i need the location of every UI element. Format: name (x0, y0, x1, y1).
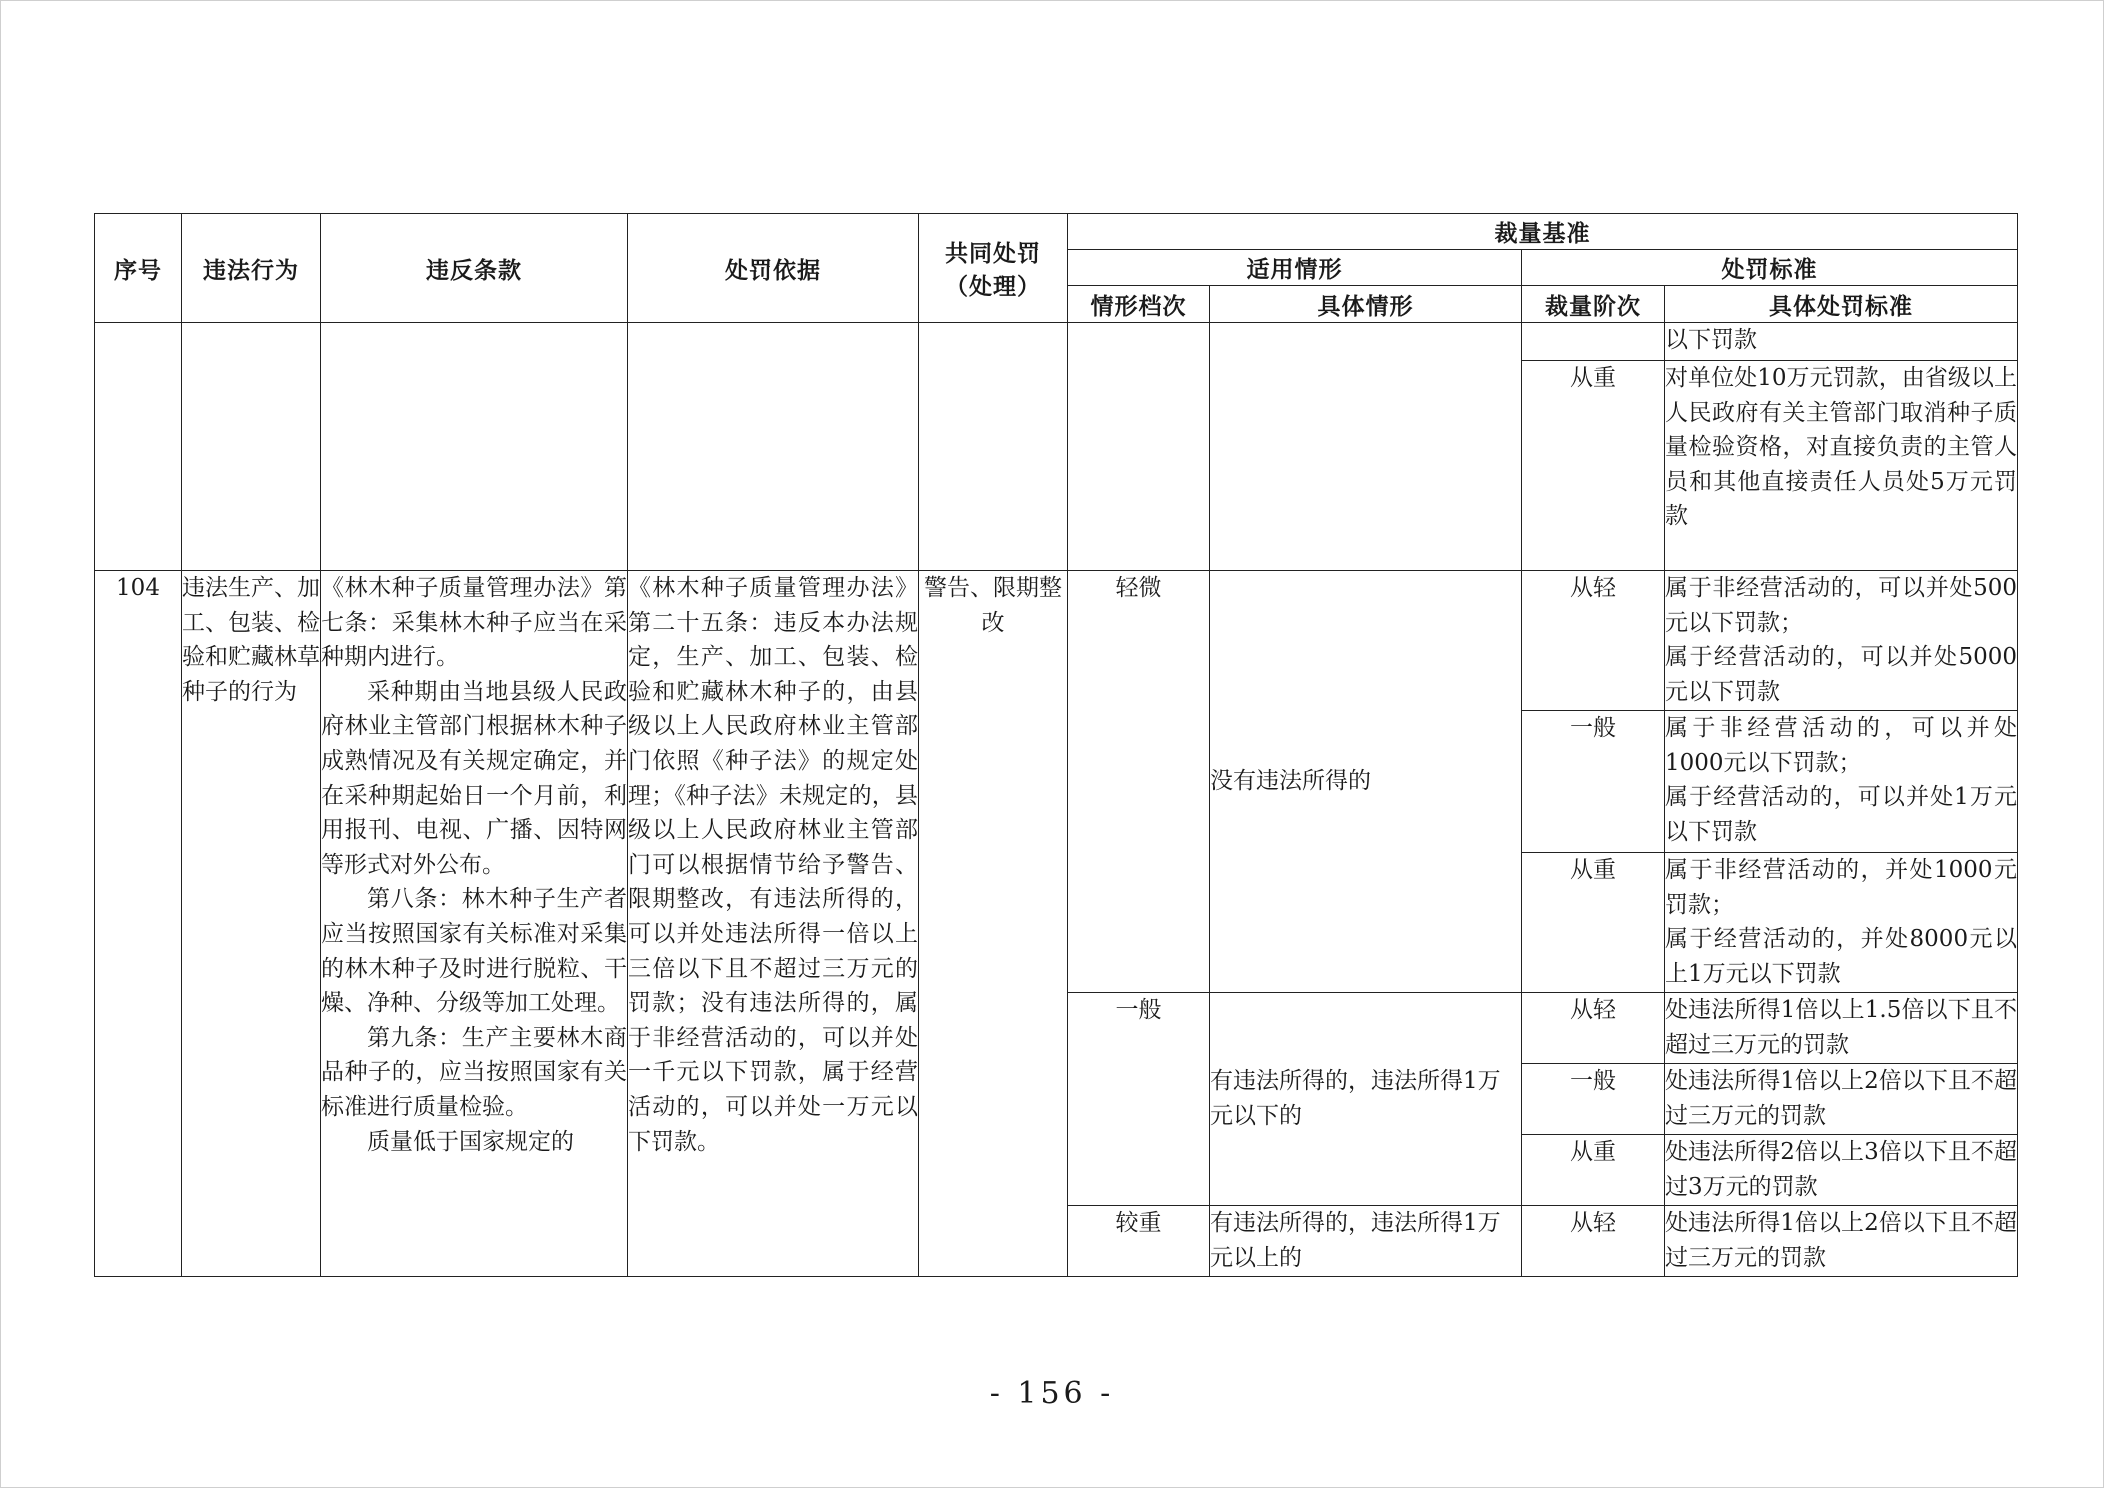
cell-common-penalty: 警告、限期整改 (919, 571, 1068, 1277)
cell-specific-penalty (1665, 853, 2018, 993)
cell-specific-penalty (1665, 711, 2018, 853)
cell-clause-continued (321, 323, 628, 571)
cell-specific-penalty: 处违法所得1倍以上1.5倍以下且不超过三万元的罚款 (1665, 993, 2018, 1064)
cell-discretion-level: 从轻 (1522, 571, 1665, 711)
cell-circumstance-continued (1210, 323, 1522, 571)
cell-circumstance-general: 有违法所得的，违法所得1万元以下的 (1210, 993, 1522, 1206)
header-behavior: 违法行为 (182, 214, 321, 323)
cell-level-continued (1068, 323, 1210, 571)
clause-paragraph: 采种期由当地县级人民政府林业主管部门根据林木种子成熟情况及有关规定确定，并在采种期起始日一个月前，利用报刊、电视、广播、因特网等形式对外公布。 (321, 678, 627, 878)
header-specific-penalty: 具体处罚标准 (1665, 286, 2018, 323)
clause-paragraph: 《林木种子质量管理办法》第七条：采集林木种子应当在采种期内进行。 (321, 575, 627, 671)
header-discretion-level: 裁量阶次 (1522, 286, 1665, 323)
header-discretion-standard: 裁量基准 (1068, 214, 2018, 250)
header-common-penalty-line2: （处理） (945, 274, 1041, 300)
clause-paragraph: 质量低于国家规定的 (367, 1128, 574, 1155)
cell-behavior: 违法生产、加工、包装、检验和贮藏林草种子的行为 (182, 571, 321, 1277)
cell-discretion-level: 从重 (1522, 1135, 1665, 1206)
header-seq: 序号 (95, 214, 182, 323)
cell-seq: 104 (95, 571, 182, 1277)
header-specific-circumstance: 具体情形 (1210, 286, 1522, 323)
heavy-penalty-text: 对单位处10万元罚款，由省级以上人民政府有关主管部门取消种子质量检验资格，对直接负责的主管人员和其他直接责任人员处5万元罚款 (1665, 361, 2018, 571)
cell-level-general: 一般 (1068, 993, 1210, 1206)
header-common-penalty-line1: 共同处罚 (945, 241, 1041, 267)
penalty-line: 属于经营活动的，可以并处1万元以下罚款 (1665, 784, 2017, 845)
cell-discretion-level: 从重 (1522, 853, 1665, 993)
heavy-level: 从重 (1522, 361, 1665, 571)
cell-discretion-continued (1522, 323, 1665, 361)
cell-specific-penalty: 处违法所得2倍以上3倍以下且不超过3万元的罚款 (1665, 1135, 2018, 1206)
header-violated-clause: 违反条款 (321, 214, 628, 323)
header-penalty-basis: 处罚依据 (628, 214, 919, 323)
table-row (95, 323, 2018, 361)
cell-discretion-level: 一般 (1522, 1064, 1665, 1135)
penalty-line: 属于经营活动的，可以并处5000元以下罚款 (1665, 644, 2017, 705)
cell-circumstance-minor: 没有违法所得的 (1210, 571, 1522, 993)
header-penalty-standard: 处罚标准 (1522, 250, 2018, 286)
cell-discretion-level: 从轻 (1522, 1206, 1665, 1277)
cell-specific-penalty: 处违法所得1倍以上2倍以下且不超过三万元的罚款 (1665, 1064, 2018, 1135)
cell-behavior-continued (182, 323, 321, 571)
cell-basis-continued (628, 323, 919, 571)
clause-paragraph: 第九条：生产主要林木商品种子的，应当按照国家有关标准进行质量检验。 (321, 1024, 627, 1120)
penalty-line: 属于非经营活动的，可以并处500元以下罚款； (1665, 575, 2017, 636)
table-row (95, 571, 2018, 711)
clause-paragraph: 第八条：林木种子生产者应当按照国家有关标准对采集的林木种子及时进行脱粒、干燥、净种、分级等加工处理。 (321, 886, 627, 1017)
cell-circumstance-serious: 有违法所得的，违法所得1万元以上的 (1210, 1206, 1522, 1277)
penalty-line: 属于经营活动的，并处8000元以上1万元以下罚款 (1665, 926, 2017, 987)
penalty-discretion-table (94, 213, 2018, 1277)
header-circumstance-level: 情形档次 (1068, 286, 1210, 323)
cell-discretion-level: 从轻 (1522, 993, 1665, 1064)
cell-common-continued (919, 323, 1068, 571)
header-common-penalty (919, 214, 1068, 323)
cell-discretion-level: 一般 (1522, 711, 1665, 853)
cell-level-minor: 轻微 (1068, 571, 1210, 993)
cell-penalty-basis: 《林木种子质量管理办法》第二十五条：违反本办法规定，生产、加工、包装、检验和贮藏林木种子的，由县级以上人民政府林业主管部门依照《种子法》的规定处理；《种子法》未规定的，县级以上人民政府林业主管部门可以根据情节给予警告、限期整改，有违法所得的，可以并处违法所得一倍以上三倍以下且不超过三万元的罚款；没有违法所得的，属于非经营活动的，可以并处一千元以下罚款，属于经营活动的，可以并处一万元以下罚款。 (628, 571, 919, 1277)
page-number: - 156 - (989, 1376, 1115, 1411)
header-applicable-circumstance: 适用情形 (1068, 250, 1522, 286)
cell-level-serious: 较重 (1068, 1206, 1210, 1277)
cell-specific-penalty: 处违法所得1倍以上2倍以下且不超过三万元的罚款 (1665, 1206, 2018, 1277)
continuation-text: 以下罚款 (1665, 323, 2018, 361)
penalty-line: 属于非经营活动的，并处1000元罚款； (1665, 857, 2017, 918)
penalty-line: 属于非经营活动的，可以并处1000元以下罚款； (1665, 715, 2017, 776)
cell-seq-continued (95, 323, 182, 571)
cell-specific-penalty (1665, 571, 2018, 711)
cell-violated-clause (321, 571, 628, 1277)
